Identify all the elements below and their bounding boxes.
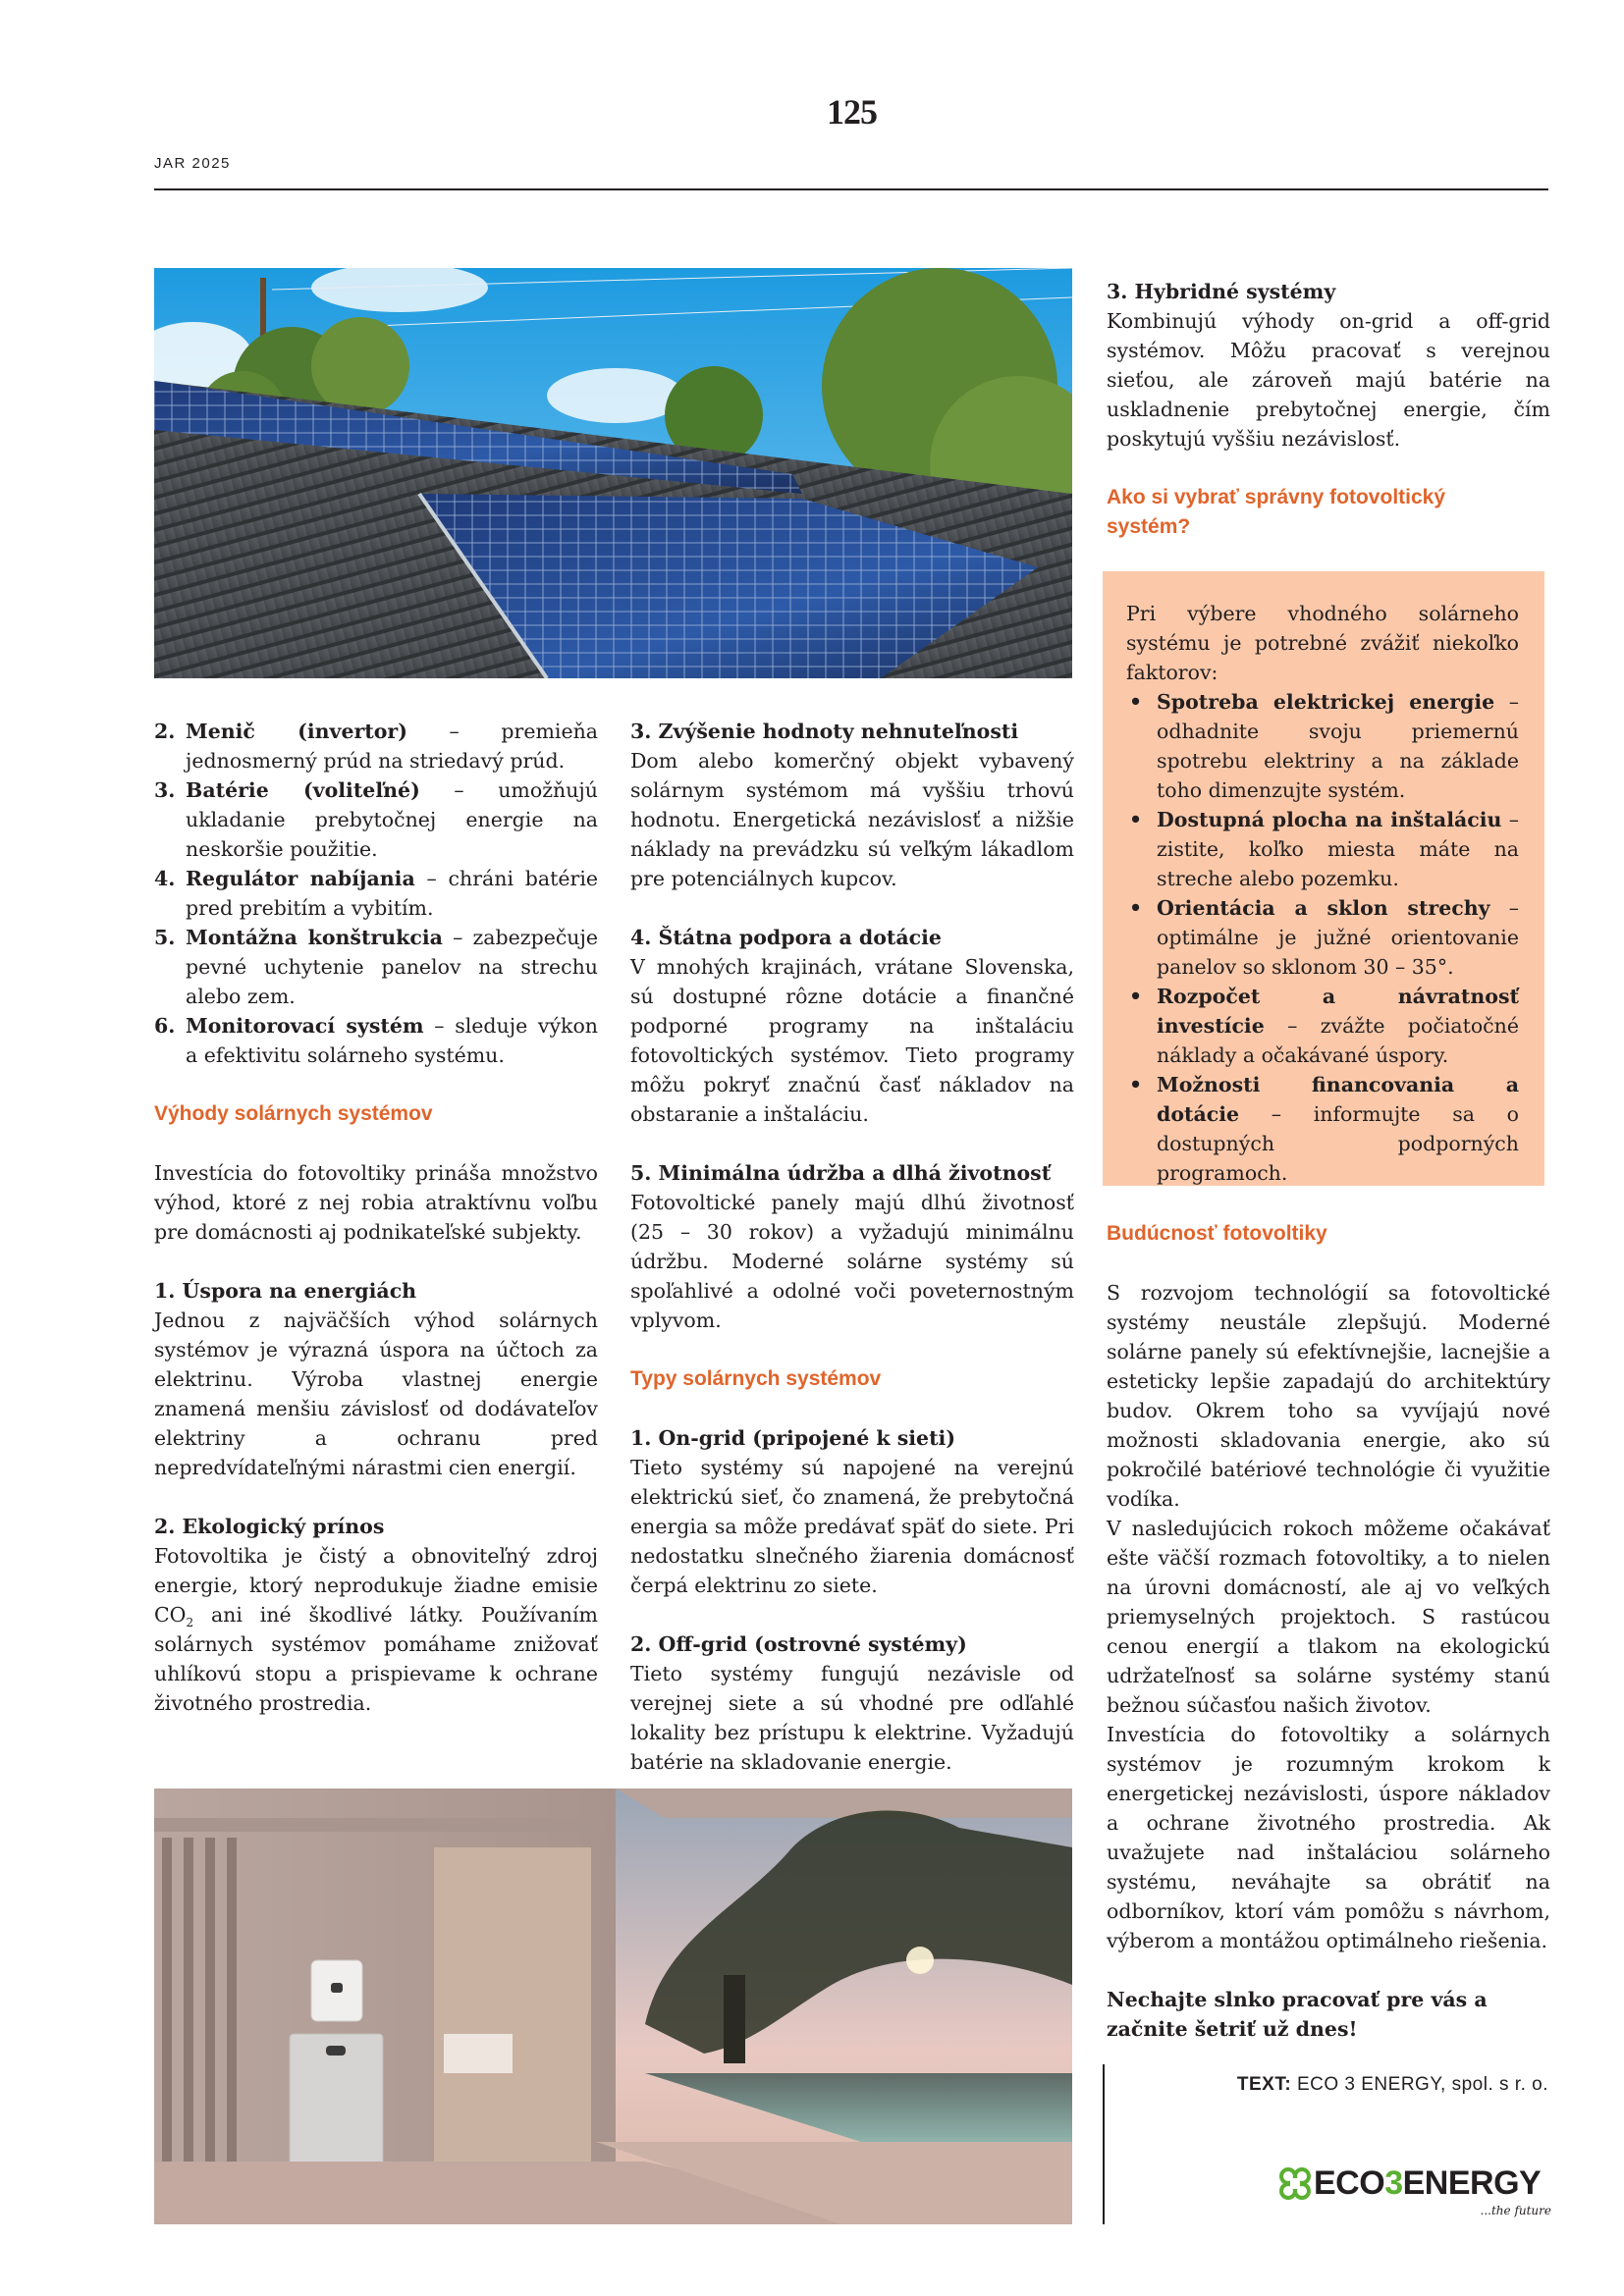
logo-wordmark: ECO3ENERGY <box>1314 2164 1542 2202</box>
components-list <box>154 717 598 1070</box>
subheading-ecology: 2. Ekologický prínos <box>154 1515 385 1538</box>
subheading-savings: 1. Úspora na energiách <box>154 1279 417 1303</box>
section-heading-types: Typy solárnych systémov <box>630 1367 882 1390</box>
list-item: 5. Montážna konštrukcia – zabezpečuje pevné uchytenie panelov na strechu alebo zem. <box>154 926 598 1008</box>
list-item: • Orientácia a sklon strechy – optimálne je južné orientovanie panelov so sklonom 30 – 35°. <box>1126 893 1519 982</box>
paragraph-future-3: Investícia do fotovoltiky a solárnych systémov je rozumným krokom k energetickej nezávislosti, úspore nákladov a ochrane životného prostredia. Ak uvažujete nad inštaláciou solárneho systému, neváhajte sa obrátiť na odborníkov, ktorí vám pomôžu s návrhom, výberom a montážou optimálneho riešenia. <box>1107 1723 1550 1952</box>
component-term: Batérie (voliteľné) <box>186 778 420 802</box>
solar-roof-photo <box>154 268 1072 678</box>
subheading-maintenance: 5. Minimálna údržba a dlhá životnosť <box>630 1161 1052 1185</box>
paragraph-future-1: S rozvojom technológií sa fotovoltické systémy neustále zlepšujú. Moderné solárne panely sú efektívnejšie, lacnejšie a esteticky lepšie zapadajú do architektúry budov. Okrem toho sa vyvíjajú nové možnosti skladovania energie, ako sú pokročilé batériové technológie či využitie vodíka. <box>1107 1281 1550 1511</box>
list-item: 3. Batérie (voliteľné) – umožňujú ukladanie prebytočnej energie na neskoršie použitie. <box>154 778 598 861</box>
section-heading-advantages: Výhody solárnych systémov <box>154 1102 433 1125</box>
issue-label: JAR 2025 <box>154 155 231 172</box>
subheading-hybrid: 3. Hybridné systémy <box>1107 280 1336 303</box>
right-column-lower <box>1107 1219 1550 2044</box>
list-item: 2. Menič (invertor) – premieňa jednosmerný prúd na striedavý prúd. <box>154 720 599 773</box>
component-term: Menič (invertor) <box>186 720 407 743</box>
factors-list <box>1126 687 1519 1188</box>
paragraph-on-grid: Tieto systémy sú napojené na verejnú elektrickú sieť, čo znamená, že prebytočná energia sa môže predávať späť do siete. Pri nedostatku slnečného žiarenia domácnosť čerpá elektrinu zo siete. <box>630 1456 1074 1597</box>
middle-column <box>630 717 1074 1777</box>
page-number: 125 <box>827 92 877 132</box>
paragraph-hybrid: Kombinujú výhody on-grid a off-grid systémov. Môžu pracovať s verejnou sieťou, ale zároveň majú batérie na uskladnenie prebytočnej energie, čím poskytujú vyššiu nezávislosť. <box>1107 309 1550 451</box>
list-item: • Spotreba elektrickej energie – odhadnite svoju priemernú spotrebu elektriny a na základe toho dimenzujte systém. <box>1126 687 1519 805</box>
left-column <box>154 717 598 1718</box>
paragraph-off-grid: Tieto systémy fungujú nezávisle od verejnej siete a sú vhodné pre odľahlé lokality bez prístupu k elektrine. Vyžadujú batérie na skladovanie energie. <box>630 1662 1074 1774</box>
eco3energy-logo <box>1267 2164 1551 2223</box>
closing-statement: Nechajte slnko pracovať pre vás a začnite šetriť už dnes! <box>1107 1988 1488 2041</box>
right-column <box>1107 277 1550 542</box>
section-heading-future: Budúcnosť fotovoltiky <box>1107 1222 1327 1245</box>
factors-callout-box <box>1103 571 1544 1186</box>
component-term: Monitorovací systém <box>186 1014 424 1038</box>
section-heading-choose: Ako si vybrať správny fotovoltický systém? <box>1107 486 1446 538</box>
logo-tagline: ...the future <box>1480 2204 1551 2217</box>
paragraph-ecology: Fotovoltika je čistý a obnoviteľný zdroj energie, ktorý neprodukuje žiadne emisie $CO_2$ ani iné škodlivé látky. Používaním solárnych systémov pomáhame znižovať uhlíkovú stopu a prispievame k ochrane životného prostredia. <box>154 1544 598 1715</box>
subheading-on-grid: 1. On-grid (pripojené k sieti) <box>630 1426 956 1450</box>
component-term: Montážna konštrukcia <box>186 926 443 949</box>
subheading-property-value: 3. Zvýšenie hodnoty nehnuteľnosti <box>630 720 1019 743</box>
subheading-state-support: 4. Štátna podpora a dotácie <box>630 926 942 949</box>
paragraph-savings: Jednou z najväčších výhod solárnych systémov je výrazná úspora na účtoch za elektrinu. Výroba vlastnej energie znamená menšiu závislosť od dodávateľov elektriny a ochranu pred nepredvídateľnými nárastmi cien energií. <box>154 1308 598 1479</box>
component-term: Regulátor nabíjania <box>186 867 415 890</box>
paragraph-state-support: V mnohých krajinách, vrátane Slovenska, sú dostupné rôzne dotácie a finančné podporné programy na inštaláciu fotovoltických systémov. Tieto programy môžu pokryť značnú časť nákladov na obstaranie a inštaláciu. <box>630 955 1074 1126</box>
paragraph-future-2: V nasledujúcich rokoch môžeme očakávať ešte väčší rozmach fotovoltiky, a to nielen na úrovni domácností, ale aj vo veľkých priemyselných projektoch. S rastúcou cenou energií a tlakom na ekologickú udržateľnosť sa solárne systémy stanú bežnou súčasťou našich životov. <box>1107 1517 1550 1717</box>
credit-divider <box>1103 2064 1105 2224</box>
list-item: • Možnosti financovania a dotácie – informujte sa o dostupných podporných programoch. <box>1126 1070 1519 1188</box>
header-divider <box>154 188 1548 190</box>
author-credit: TEXT: ECO 3 ENERGY, spol. s r. o. <box>1236 2074 1548 2095</box>
list-item: 4. Regulátor nabíjania – chráni batérie pred prebitím a vybitím. <box>154 867 599 920</box>
paragraph-property-value: Dom alebo komerčný objekt vybavený solárnym systémom má vyššiu trhovú hodnotu. Energetická nezávislosť a nižšie náklady na prevádzku sú veľkým lákadlom pre potenciálnych kupcov. <box>630 749 1074 890</box>
factors-intro: Pri výbere vhodného solárneho systému je potrebné zvážiť niekoľko faktorov: <box>1126 602 1519 684</box>
list-item: • Rozpočet a návratnosť investície – zvážte počiatočné náklady a očakávané úspory. <box>1126 982 1519 1070</box>
paragraph-maintenance: Fotovoltické panely majú dlhú životnosť (25 – 30 rokov) a vyžadujú minimálnu údržbu. Moderné solárne systémy sú spoľahlivé a odolné voči poveternostným vplyvom. <box>630 1191 1074 1332</box>
subheading-off-grid: 2. Off-grid (ostrovné systémy) <box>630 1632 967 1656</box>
list-item: • Dostupná plocha na inštaláciu – zistite, koľko miesta máte na streche alebo pozemku. <box>1126 805 1519 893</box>
list-item: 6. Monitorovací systém – sleduje výkon a efektivitu solárneho systému. <box>154 1014 598 1067</box>
home-battery-photo <box>154 1789 1072 2224</box>
clover-icon <box>1276 2166 1314 2202</box>
advantages-intro: Investícia do fotovoltiky prináša množstvo výhod, ktoré z nej robia atraktívnu voľbu pre domácnosti aj podnikateľské subjekty. <box>154 1161 598 1244</box>
